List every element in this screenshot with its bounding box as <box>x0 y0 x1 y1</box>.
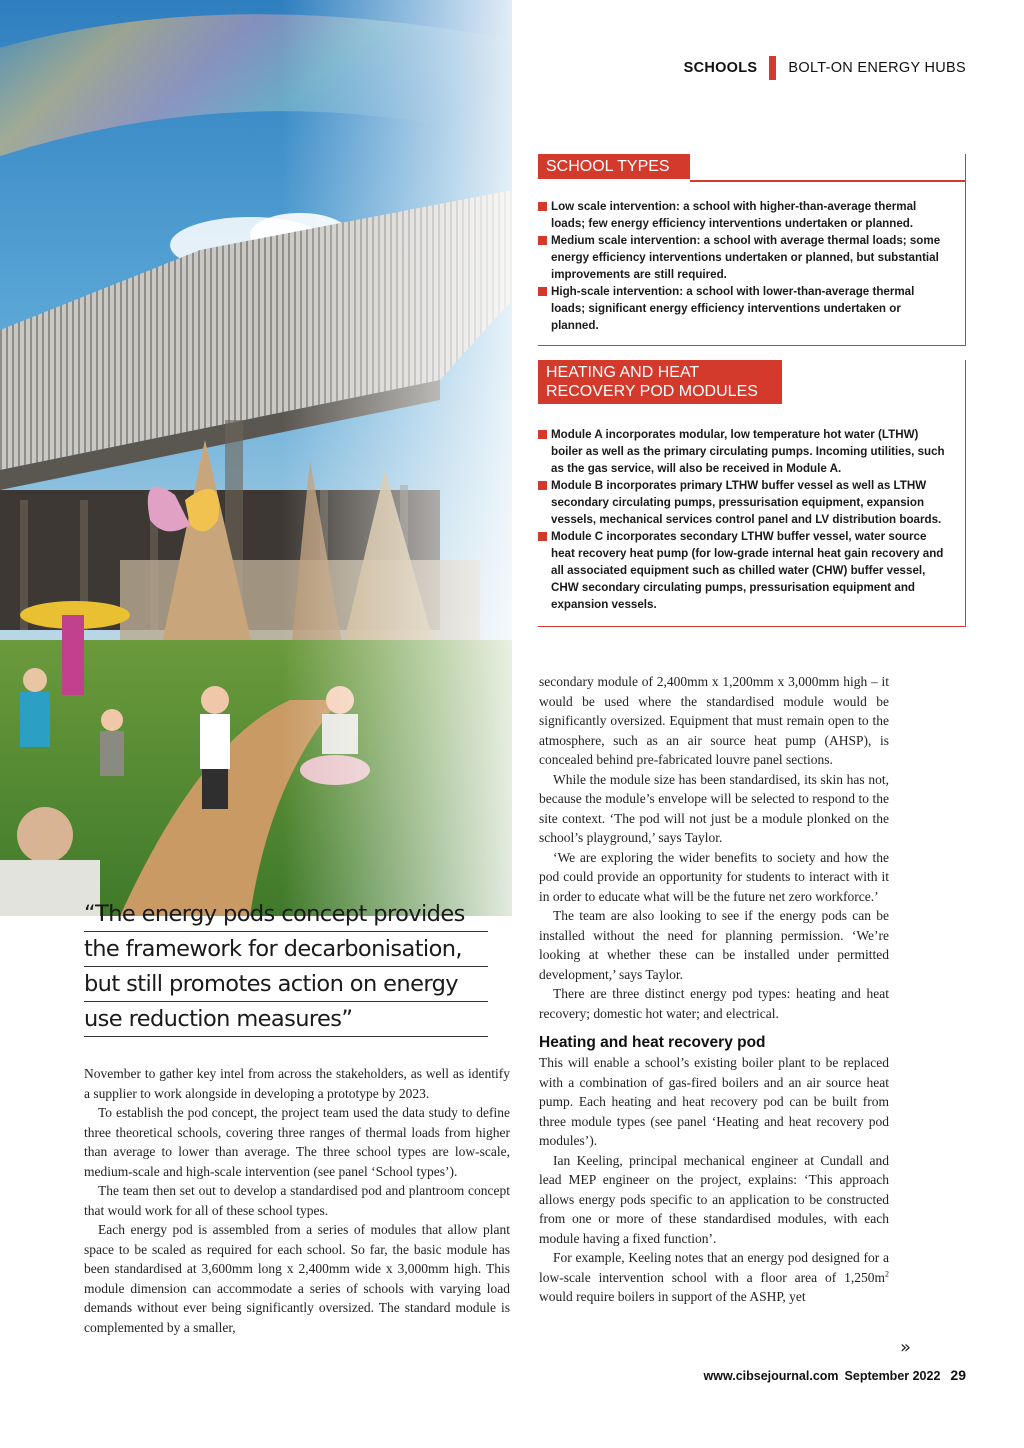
pull-quote-line: but still promotes action on energy <box>84 967 488 1002</box>
list-item: Medium scale intervention: a school with average thermal loads; some energy efficiency interventions undertaken or planned, but substantial improvements are still required. <box>538 232 945 283</box>
pod-modules-title-line: RECOVERY POD MODULES <box>546 383 758 400</box>
school-types-title: SCHOOL TYPES <box>538 154 690 179</box>
page-footer <box>704 1367 966 1383</box>
school-energy-pod-illustration <box>0 0 512 916</box>
website-url: www.cibsejournal.com <box>703 1369 839 1383</box>
list-item: High-scale intervention: a school with lower-than-average thermal loads; significant energy efficiency interventions undertaken or planned. <box>538 283 945 334</box>
paragraph: ‘We are exploring the wider benefits to society and how the pod could provide an opportunity for students to interact with it in order to educate what will be the future net zero workforce.’ <box>539 849 889 904</box>
paragraph: The team then set out to develop a standardised pod and plantroom concept that would work for all of these school types. <box>84 1183 510 1218</box>
school-types-list <box>538 198 945 334</box>
paragraph: There are three distinct energy pod types: heating and heat recovery; domestic hot water; and electrical. <box>539 986 889 1021</box>
body-column-right <box>539 672 889 1307</box>
text-run: For example, Keeling notes that an energy pod designed for a low-scale intervention school with a floor area of 1,250m <box>539 1250 889 1285</box>
paragraph: secondary module of 2,400mm x 1,200mm x 3,000mm high – it would be used where the standardised module would be significantly oversized. Equipment that must remain open to the atmosphere, such as an air source heat pump (AHSP), is concealed behind pre-fabricated louvre panel sections. <box>539 674 889 767</box>
superscript: 2 <box>885 1269 889 1278</box>
section-subhead: Heating and heat recovery pod <box>539 1034 766 1051</box>
header-divider <box>769 56 776 80</box>
text-run: would require boilers in support of the ASHP, yet <box>539 1289 806 1304</box>
subsection-label: BOLT-ON ENERGY HUBS <box>788 60 966 76</box>
list-item: Module B incorporates primary LTHW buffer vessel as well as LTHW secondary circulating pumps, pressurisation equipment, expansion vessels, mechanical services control panel and LV distribution boards. <box>538 477 945 528</box>
pod-modules-title <box>538 360 782 404</box>
pod-modules-panel <box>538 360 966 627</box>
paragraph: November to gather key intel from across the stakeholders, as well as identify a supplier to work alongside in developing a prototype by 2023. <box>84 1066 510 1101</box>
paragraph: Each energy pod is assembled from a series of modules that allow plant space to be scaled as required for each school. So far, the basic module has been standardised at 3,600mm long x 2,400mm wide x 3,000mm high. This module dimension can accommodate a series of schools with varying load demands without ever being significantly oversized. The standard module is complemented by a smaller, <box>84 1222 510 1335</box>
page-number: 29 <box>950 1367 966 1383</box>
running-header <box>684 56 966 80</box>
paragraph: To establish the pod concept, the project team used the data study to define three theoretical schools, covering three ranges of thermal loads from higher than average to lower than average. The three school types are low-scale, medium-scale and high-scale intervention (see panel ‘School types’). <box>84 1105 510 1179</box>
paragraph: Ian Keeling, principal mechanical engineer at Cundall and lead MEP engineer on the project, explains: ‘This approach allows energy pods specific to an application to be constructed from one or more of these standardised modules, with each module having a fixed function’. <box>539 1152 889 1246</box>
paragraph <box>539 1248 889 1307</box>
continue-arrow-icon: » <box>900 1337 912 1358</box>
pod-modules-title-line: HEATING AND HEAT <box>546 364 700 381</box>
paragraph: This will enable a school’s existing boiler plant to be replaced with a combination of gas-fired boilers and an air source heat pump. Each heating and heat recovery pod can be built from three module types (see panel ‘Heating and heat recovery pod modules’). <box>539 1055 889 1148</box>
pull-quote-line: use reduction measures” <box>84 1002 488 1037</box>
pod-modules-list <box>538 426 945 613</box>
body-column-left <box>84 1064 510 1337</box>
list-item: Low scale intervention: a school with higher-than-average thermal loads; few energy efficiency interventions undertaken or planned. <box>538 198 945 232</box>
paragraph: The team are also looking to see if the energy pods can be installed without the need for planning permission. ‘We’re looking at whether these can be installed under permitted development,’ says Taylor. <box>539 908 889 982</box>
list-item: Module A incorporates modular, low temperature hot water (LTHW) boiler as well as the primary circulating pumps. Incoming utilities, such as the gas service, will also be received in Module A. <box>538 426 945 477</box>
school-types-panel <box>538 154 966 346</box>
list-item: Module C incorporates secondary LTHW buffer vessel, water source heat recovery heat pump (for low-grade internal heat gain recovery and all associated equipment such as chilled water (CHW) buffer vessel, CHW secondary circulating pumps, pressurisation equipment and expansion vessels. <box>538 528 945 613</box>
paragraph: While the module size has been standardised, its skin has not, because the module’s envelope will be selected to respond to the site context. ‘The pod will not just be a module plonked on the school’s playground,’ says Taylor. <box>539 771 889 845</box>
pull-quote <box>84 897 488 1037</box>
pull-quote-line: “The energy pods concept provides <box>84 897 488 932</box>
section-label: SCHOOLS <box>683 60 758 76</box>
panel-rule <box>690 180 966 182</box>
pull-quote-line: the framework for decarbonisation, <box>84 932 488 967</box>
issue-date: September 2022 <box>844 1369 941 1383</box>
